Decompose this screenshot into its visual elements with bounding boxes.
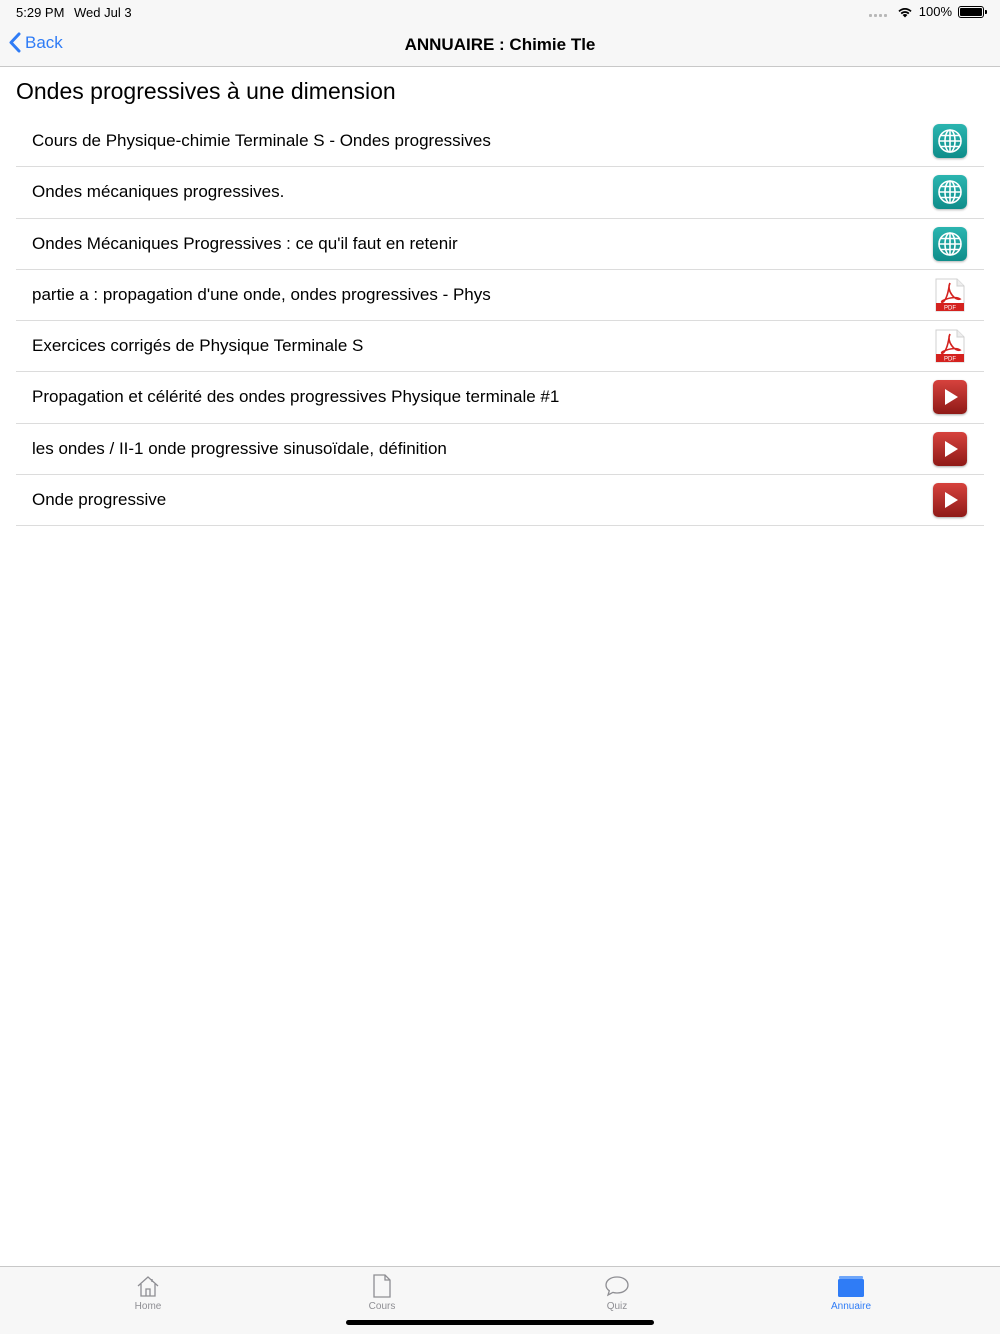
status-bar bbox=[0, 0, 1000, 24]
tab-label: Home bbox=[134, 1301, 162, 1312]
tab-label: Quiz bbox=[606, 1301, 628, 1312]
svg-text:PDF: PDF bbox=[944, 356, 956, 363]
tab-quiz[interactable] bbox=[557, 1273, 677, 1312]
pdf-icon[interactable] bbox=[933, 278, 967, 312]
list-item-label: Ondes mécaniques progressives. bbox=[32, 182, 285, 202]
tab-home[interactable] bbox=[88, 1273, 208, 1312]
globe-icon[interactable] bbox=[933, 227, 967, 261]
tab-cours[interactable] bbox=[322, 1273, 442, 1312]
section-title: Ondes progressives à une dimension bbox=[16, 78, 396, 104]
globe-icon[interactable] bbox=[933, 175, 967, 209]
globe-icon[interactable] bbox=[933, 124, 967, 158]
list-item-label: Onde progressive bbox=[32, 490, 167, 510]
list-item[interactable] bbox=[16, 424, 984, 475]
folder-icon bbox=[837, 1274, 865, 1298]
status-right bbox=[869, 4, 984, 19]
list-item[interactable] bbox=[16, 270, 984, 321]
status-date: Wed Jul 3 bbox=[74, 5, 132, 20]
tab-annuaire[interactable] bbox=[791, 1273, 911, 1312]
signal-icon bbox=[869, 7, 887, 17]
pdf-icon[interactable] bbox=[933, 329, 967, 363]
list-item-label: partie a : propagation d'une onde, ondes progressives - Phys bbox=[32, 284, 491, 304]
list-item-label: Exercices corrigés de Physique Terminale S bbox=[32, 336, 364, 356]
page-title: ANNUAIRE : Chimie Tle bbox=[404, 35, 596, 54]
status-time: 5:29 PM bbox=[16, 5, 65, 20]
list-item-label: Ondes Mécaniques Progressives : ce qu'il faut en retenir bbox=[32, 233, 458, 253]
play-icon[interactable] bbox=[933, 432, 967, 466]
list-item-label: les ondes / II-1 onde progressive sinusoïdale, définition bbox=[32, 438, 447, 458]
wifi-icon bbox=[897, 6, 913, 18]
svg-text:PDF: PDF bbox=[944, 305, 956, 312]
list-item[interactable] bbox=[16, 116, 984, 167]
home-icon bbox=[136, 1274, 160, 1298]
tab-label: Cours bbox=[368, 1301, 396, 1312]
resource-list bbox=[16, 116, 984, 526]
navigation-bar bbox=[0, 24, 1000, 67]
back-label: Back bbox=[25, 32, 63, 52]
battery-icon bbox=[958, 6, 984, 18]
list-item[interactable] bbox=[16, 475, 984, 526]
list-item-label: Cours de Physique-chimie Terminale S - Ondes progressives bbox=[32, 131, 491, 150]
list-item[interactable] bbox=[16, 321, 984, 372]
list-item-label: Propagation et célérité des ondes progressives Physique terminale #1 bbox=[32, 387, 560, 407]
home-indicator[interactable] bbox=[346, 1320, 654, 1325]
play-icon[interactable] bbox=[933, 483, 967, 517]
list-item[interactable] bbox=[16, 219, 984, 270]
tab-label: Annuaire bbox=[830, 1301, 872, 1312]
play-icon[interactable] bbox=[933, 380, 967, 414]
chat-bubble-icon bbox=[604, 1275, 630, 1297]
list-item[interactable] bbox=[16, 372, 984, 423]
battery-percent: 100% bbox=[918, 4, 952, 19]
list-item[interactable] bbox=[16, 167, 984, 218]
document-icon bbox=[372, 1274, 392, 1298]
